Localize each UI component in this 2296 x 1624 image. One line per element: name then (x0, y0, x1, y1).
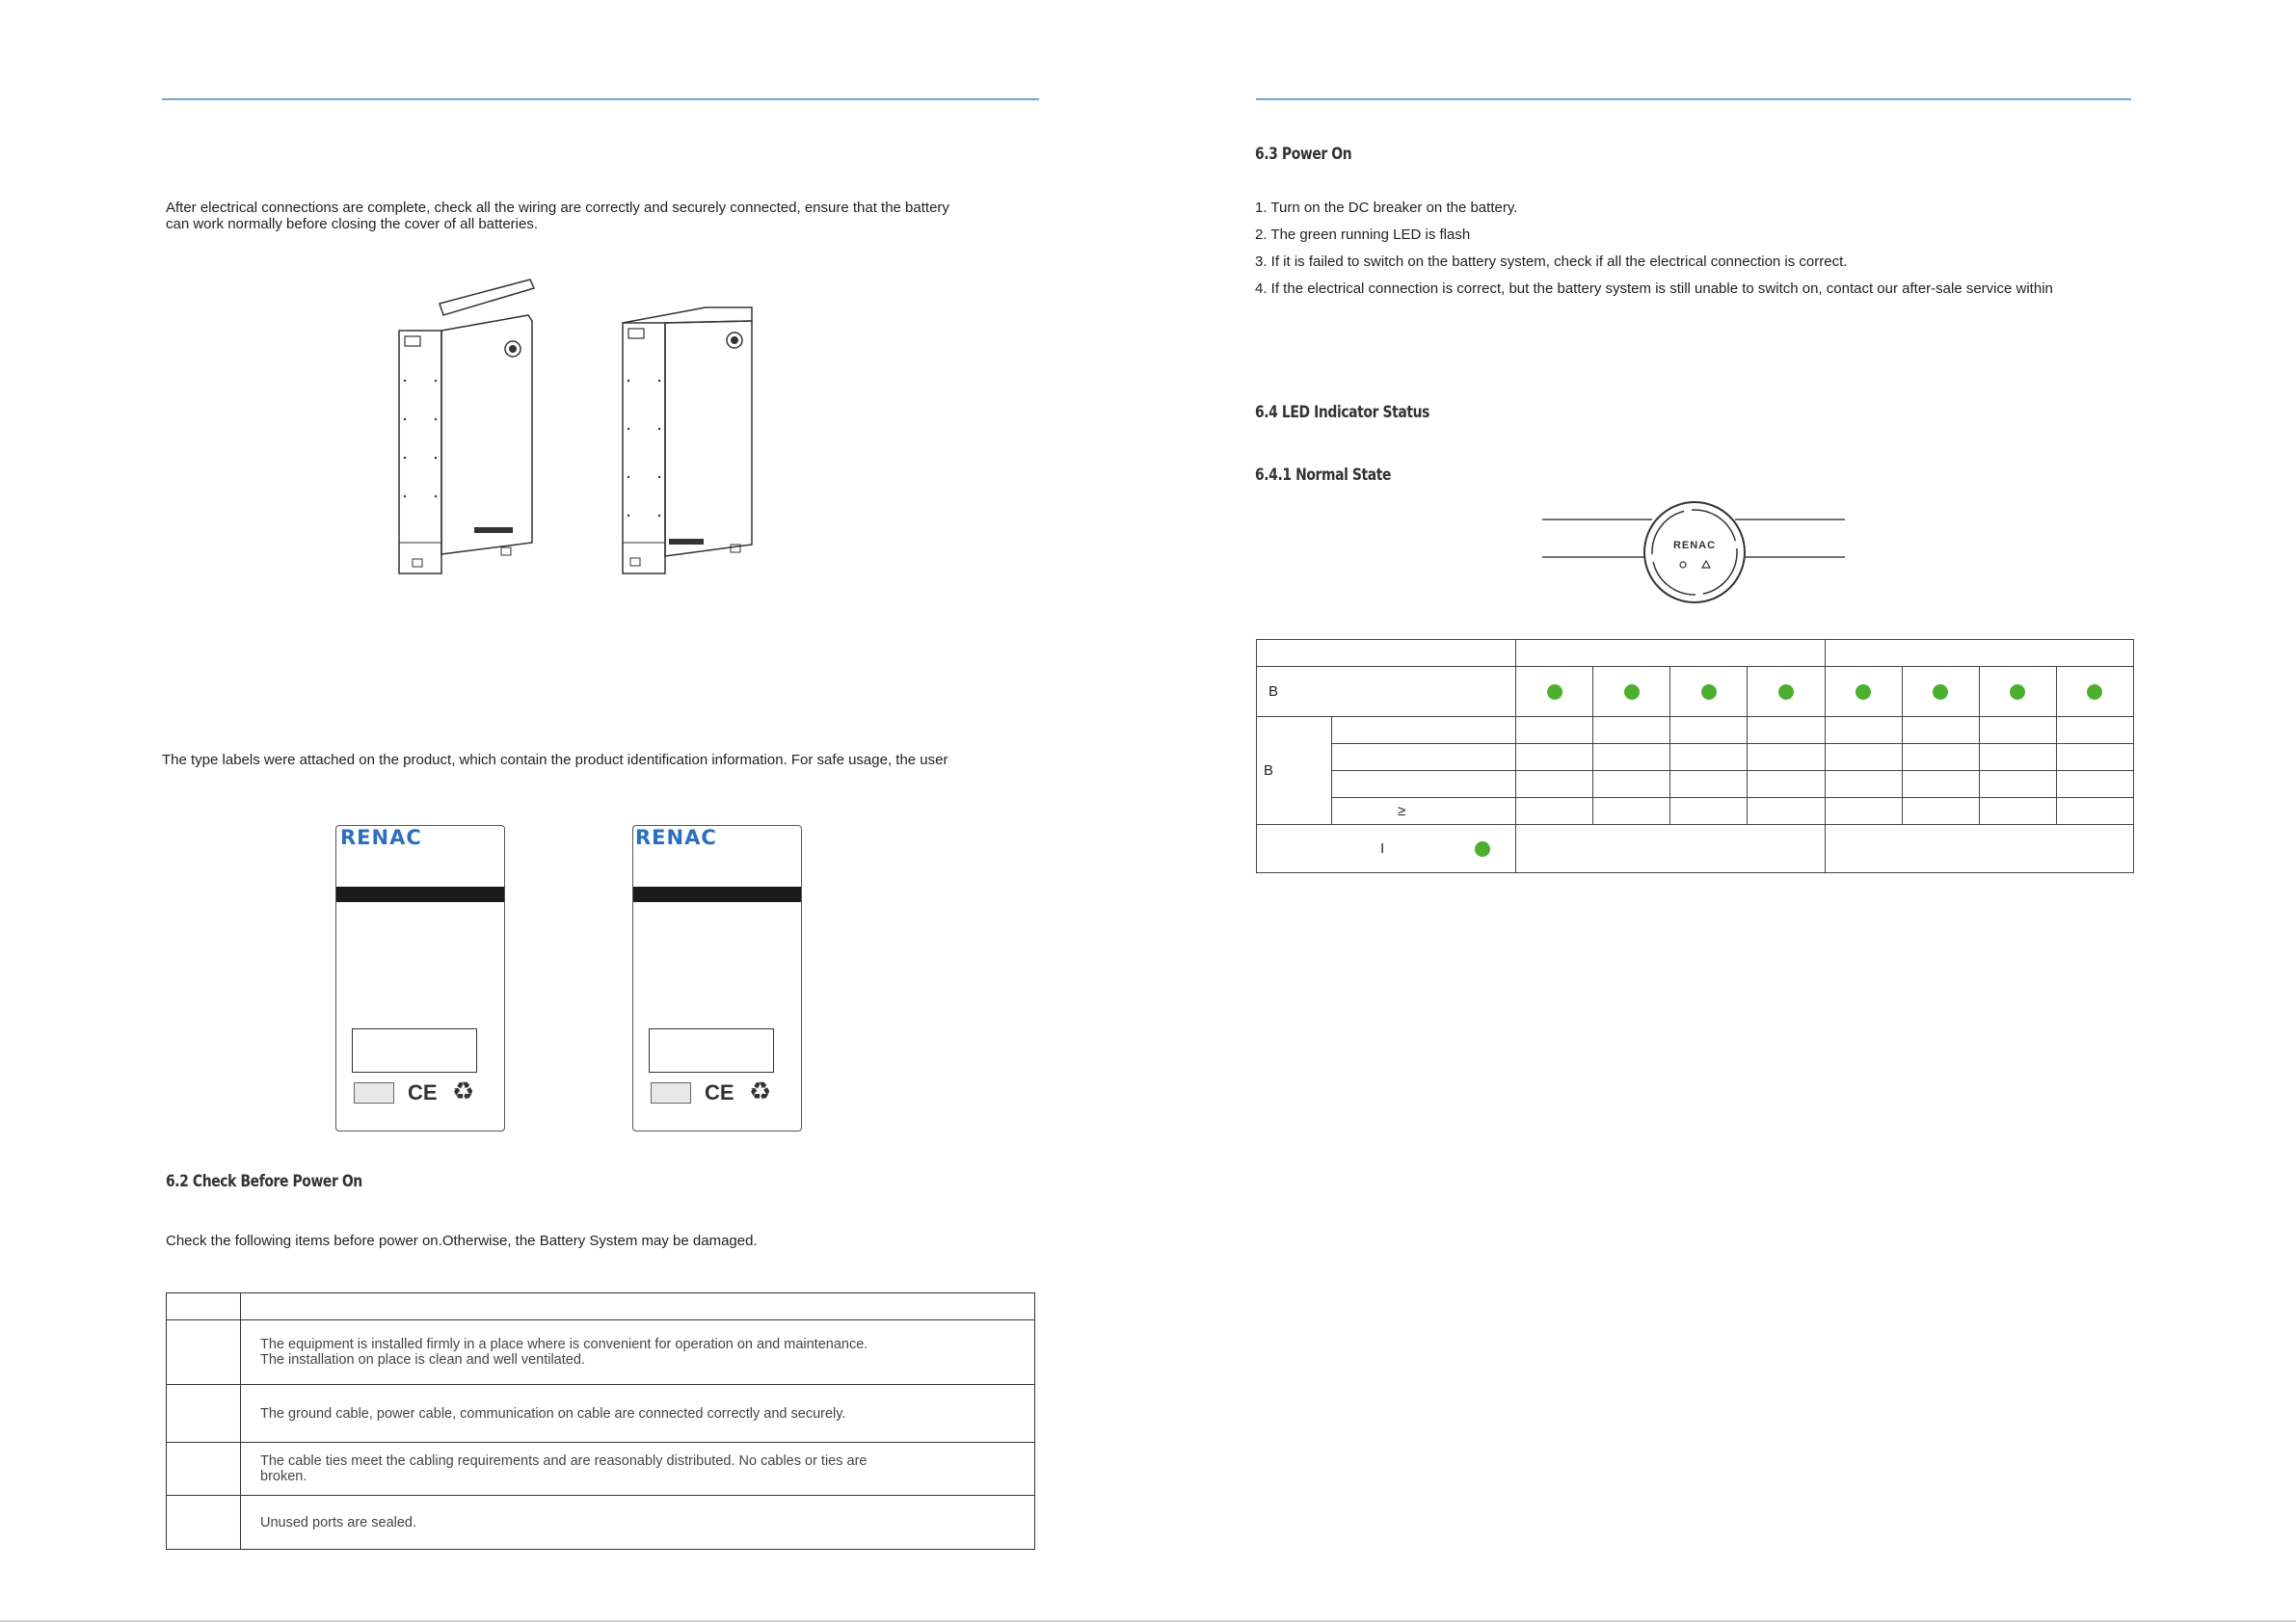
ce-mark: CE (408, 1080, 438, 1105)
gte-symbol: ≥ (1332, 798, 1516, 825)
battery-closed-illustration (617, 304, 771, 583)
table-row (1257, 640, 2134, 667)
check-item-text: The installation on place is clean and well ventilated. (260, 1352, 585, 1368)
intro-line-2: can work normally before closing the cover of all batteries. (166, 216, 539, 232)
label-black-bar (336, 887, 504, 902)
led-green-icon (1778, 684, 1794, 700)
table-row (1257, 717, 2134, 744)
check-item-text: The equipment is installed firmly in a place where is convenient for operation on and maintenance. (260, 1337, 868, 1352)
power-on-step-1: 1. Turn on the DC breaker on the battery. (1255, 200, 1518, 216)
led-green-icon (2010, 684, 2025, 700)
label-info-text: The type labels were attached on the product, which contain the product identification information. For safe usage, the user (162, 752, 948, 768)
led-green-icon (1933, 684, 1948, 700)
table-row (167, 1496, 1035, 1550)
label-white-box (352, 1028, 477, 1073)
check-table (166, 1292, 1035, 1550)
label-black-bar (633, 887, 801, 902)
section-heading-led: 6.4 LED Indicator Status (1255, 403, 1430, 422)
power-on-step-2: 2. The green running LED is flash (1255, 226, 1471, 243)
indicator-brand-logo: RENAC (1672, 540, 1717, 551)
check-item-text: The ground cable, power cable, communication on cable are connected correctly and securely. (260, 1405, 846, 1422)
table-row (1257, 825, 2134, 873)
left-header-rule (162, 98, 1039, 100)
led-green-icon (1624, 684, 1640, 700)
check-item-text: broken. (260, 1469, 307, 1484)
led-green-icon (1855, 684, 1871, 700)
table-row (1257, 744, 2134, 771)
table-row (1257, 771, 2134, 798)
check-item-text: The cable ties meet the cabling requirements and are reasonably distributed. No cables or ties are (260, 1453, 868, 1469)
warning-icon (651, 1082, 691, 1104)
table-row-label: B (1257, 667, 1516, 717)
led-status-table (1256, 639, 2134, 873)
led-green-icon (1701, 684, 1717, 700)
power-on-step-3: 3. If it is failed to switch on the battery system, check if all the electrical connection is correct. (1255, 253, 1848, 270)
label-brand-logo: RENAC (635, 826, 717, 849)
led-green-icon (1547, 684, 1562, 700)
type-label-2 (632, 825, 802, 1131)
warning-icon (354, 1082, 394, 1104)
section-heading-power-on: 6.3 Power On (1255, 145, 1352, 164)
recycle-icon: ♻ (749, 1077, 772, 1105)
section-heading-check: 6.2 Check Before Power On (166, 1172, 362, 1191)
table-row (167, 1443, 1035, 1496)
right-header-rule (1256, 98, 2131, 100)
page-bottom-edge (0, 1620, 2296, 1622)
check-intro: Check the following items before power on.Otherwise, the Battery System may be damaged. (166, 1233, 758, 1249)
table-row (1257, 667, 2134, 717)
recycle-icon: ♻ (452, 1077, 475, 1105)
battery-open-illustration (386, 275, 559, 583)
led-indicator-diagram (1540, 499, 1847, 607)
power-on-step-4: 4. If the electrical connection is correct, but the battery system is still unable to switch on, contact our after-sale service within (1255, 280, 2053, 297)
check-item-text: Unused ports are sealed. (260, 1514, 417, 1531)
table-row (167, 1320, 1035, 1385)
table-row-label: I (1380, 839, 1385, 857)
led-green-icon (1475, 841, 1490, 857)
led-green-icon (2087, 684, 2102, 700)
table-row (167, 1293, 1035, 1320)
label-brand-logo: RENAC (340, 826, 422, 849)
table-row (1257, 798, 2134, 825)
section-heading-normal-state: 6.4.1 Normal State (1255, 466, 1392, 485)
type-label-1 (335, 825, 505, 1131)
table-row-label: B (1257, 717, 1332, 825)
ce-mark: CE (705, 1080, 734, 1105)
table-row (167, 1385, 1035, 1443)
intro-line-1: After electrical connections are complete, check all the wiring are correctly and securely connected, ensure that the battery (166, 200, 949, 216)
label-white-box (649, 1028, 774, 1073)
